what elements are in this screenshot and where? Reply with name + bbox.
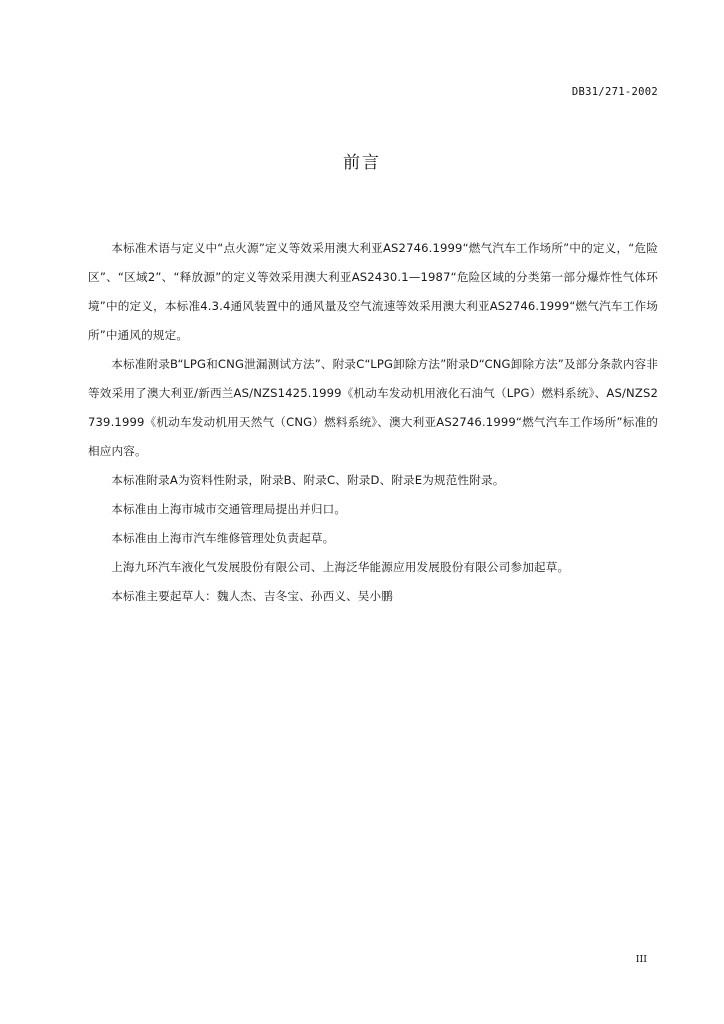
paragraph-appendix-types: 本标准附录A为资料性附录，附录B、附录C、附录D、附录E为规范性附录。 (111, 473, 505, 487)
paragraph-main-drafters: 本标准主要起草人：魏人杰、吉冬宝、孙西义、吴小鹏 (111, 589, 394, 603)
paragraph-participants: 上海九环汽车液化气发展股份有限公司、上海泛华能源应用发展股份有限公司参加起草。 (111, 560, 570, 574)
document-body (88, 234, 658, 611)
page-title: 前言 (343, 153, 381, 173)
paragraph-drafter-org: 本标准由上海市汽车维修管理处负责起草。 (111, 531, 335, 545)
paragraph-proposer: 本标准由上海市城市交通管理局提出并归口。 (111, 502, 347, 516)
paragraph-terms-definitions: 本标准术语与定义中“点火源”定义等效采用澳大利亚AS2746.1999“燃气汽车工作场所”中的定义，“危险区”、“区域2”、“释放源”的定义等效采用澳大利亚AS2430.1—1987“危险区域的分类第一部分爆炸性气体环境”中的定义，本标准4.3.4通风装置中的通风量及空气流速等效采用澳大利亚AS2746.1999“燃气汽车工作场所”中通风的规定。 (88, 241, 658, 342)
document-id: DB31/271-2002 (571, 86, 658, 98)
page-number: III (635, 954, 647, 965)
paragraph-appendix-references: 本标准附录B“LPG和CNG泄漏测试方法”、附录C“LPG卸除方法”附录D“CNG卸除方法”及部分条款内容非等效采用了澳大利亚/新西兰AS/NZS1425.1999《机动车发动机用液化石油气（LPG）燃料系统》、AS/NZS2739.1999《机动车发动机用天然气（CNG）燃料系统》、澳大利亚AS2746.1999“燃气汽车工作场所”标准的相应内容。 (88, 357, 658, 458)
